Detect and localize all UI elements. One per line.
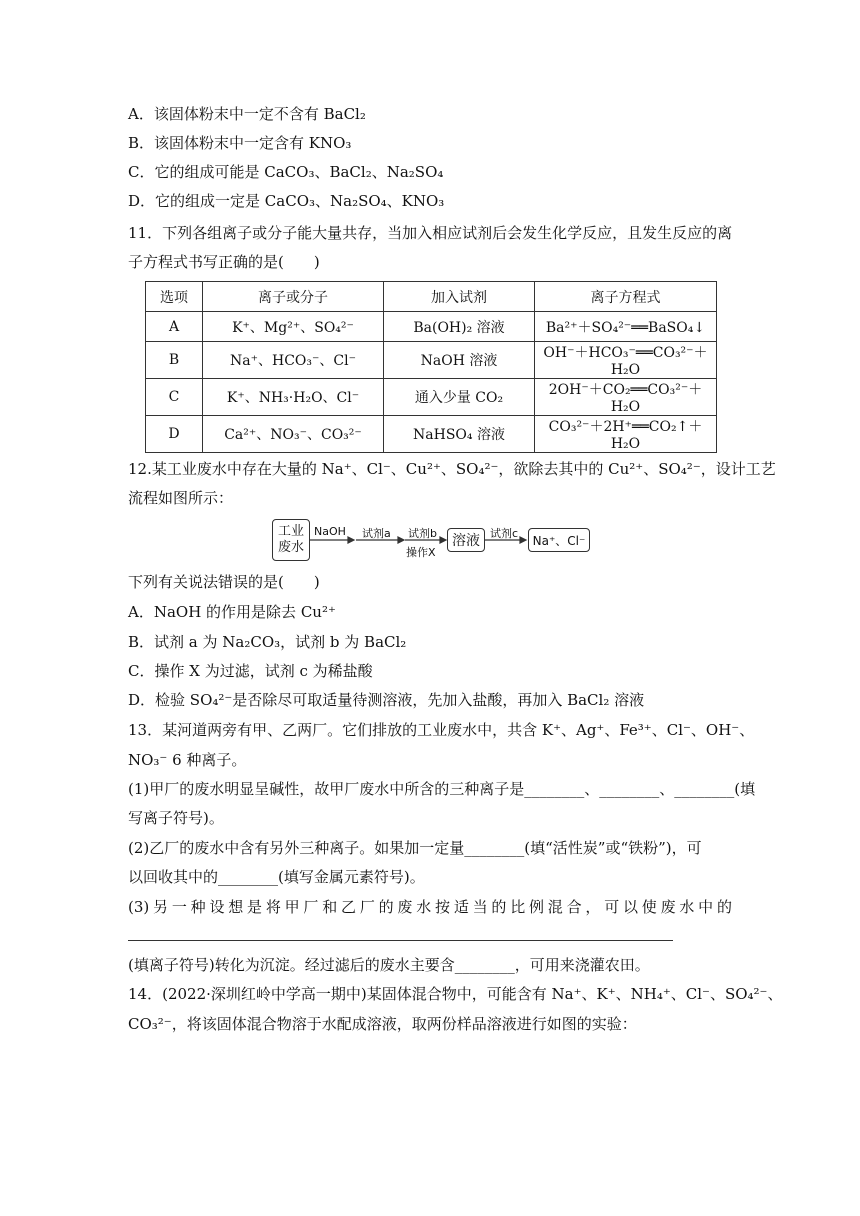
q11-table xyxy=(145,281,717,453)
q13-part3-line1: (3)另一种设想是将甲厂和乙厂的废水按适当的比例混合，可以使废水中的 xyxy=(128,898,732,916)
q12-stem-line2: 流程如图所示： xyxy=(128,489,234,507)
q12-stem-line1: 12.某工业废水中存在大量的 Na⁺、Cl⁻、Cu²⁺、SO₄²⁻，欲除去其中的 Cu²⁺、SO₄²⁻，设计工艺 xyxy=(128,460,776,478)
table-cell: Ca²⁺、NO₃⁻、CO₃²⁻ xyxy=(203,416,384,453)
q13-part1-line1: (1)甲厂的废水明显呈碱性，故甲厂废水中所含的三种离子是________、________、________(填 xyxy=(128,780,756,798)
table-cell: OH⁻＋HCO₃⁻══CO₃²⁻＋H₂O xyxy=(535,342,717,379)
flow-end-label: Na⁺、Cl⁻ xyxy=(532,533,586,548)
flow-step2-label: 试剂a xyxy=(362,527,391,540)
table-header-row xyxy=(146,282,717,312)
table-cell: 2OH⁻＋CO₂══CO₃²⁻＋H₂O xyxy=(535,379,717,416)
flow-start-label: 工业废水 xyxy=(277,524,304,555)
flow-start-box xyxy=(272,519,310,561)
table-cell: D xyxy=(146,416,203,453)
table-header: 离子方程式 xyxy=(535,282,717,312)
q14-stem-line2: CO₃²⁻，将该固体混合物溶于水配成溶液，取两份样品溶液进行如图的实验： xyxy=(128,1015,637,1033)
q13-part1-line2: 写离子符号)。 xyxy=(128,809,224,827)
table-cell: K⁺、Mg²⁺、SO₄²⁻ xyxy=(203,312,384,342)
q12-flow-diagram xyxy=(272,517,592,563)
flow-end-box xyxy=(528,528,590,552)
table-cell: K⁺、NH₃·H₂O、Cl⁻ xyxy=(203,379,384,416)
q14-stem-line1: 14．(2022·深圳红岭中学高一期中)某固体混合物中，可能含有 Na⁺、K⁺、NH₄⁺、Cl⁻、SO₄²⁻、 xyxy=(128,985,783,1003)
table-cell: 通入少量 CO₂ xyxy=(384,379,535,416)
q12-option-d: D．检验 SO₄²⁻是否除尽可取适量待测溶液，先加入盐酸，再加入 BaCl₂ 溶液 xyxy=(128,691,645,709)
q10-option-c: C．它的组成可能是 CaCO₃、BaCl₂、Na₂SO₄ xyxy=(128,163,444,181)
flow-step3-top-label: 试剂b xyxy=(408,527,437,540)
q13-part3-line2: (填离子符号)转化为沉淀。经过滤后的废水主要含________，可用来浇灌农田。 xyxy=(128,956,650,974)
flow-step3-bottom-label: 操作X xyxy=(406,546,436,559)
flow-mid-label: 溶液 xyxy=(452,533,480,549)
q13-part2-line1: (2)乙厂的废水中含有另外三种离子。如果加一定量________(填“活性炭”或“铁粉”)，可 xyxy=(128,839,702,857)
table-header: 离子或分子 xyxy=(203,282,384,312)
table-cell: NaOH 溶液 xyxy=(384,342,535,379)
table-header: 加入试剂 xyxy=(384,282,535,312)
table-cell: A xyxy=(146,312,203,342)
q12-option-b: B．试剂 a 为 Na₂CO₃，试剂 b 为 BaCl₂ xyxy=(128,633,407,651)
q13-part2-line2: 以回收其中的________(填写金属元素符号)。 xyxy=(128,868,425,886)
table-header: 选项 xyxy=(146,282,203,312)
q12-option-a: A．NaOH 的作用是除去 Cu²⁺ xyxy=(128,603,336,621)
table-cell: Ba(OH)₂ 溶液 xyxy=(384,312,535,342)
flow-step4-label: 试剂c xyxy=(490,527,519,540)
q11-stem-line1: 11．下列各组离子或分子能大量共存，当加入相应试剂后会发生化学反应，且发生反应的离 xyxy=(128,224,733,242)
table-row xyxy=(146,312,717,342)
q10-option-b: B．该固体粉末中一定含有 KNO₃ xyxy=(128,134,352,152)
q12-option-c: C．操作 X 为过滤，试剂 c 为稀盐酸 xyxy=(128,662,373,680)
flow-step1-label: NaOH xyxy=(314,525,346,538)
table-row xyxy=(146,342,717,379)
q13-stem-line1: 13．某河道两旁有甲、乙两厂。它们排放的工业废水中，共含 K⁺、Ag⁺、Fe³⁺、Cl⁻、OH⁻、 xyxy=(128,721,755,739)
table-cell: C xyxy=(146,379,203,416)
table-cell: B xyxy=(146,342,203,379)
table-cell: Ba²⁺＋SO₄²⁻══BaSO₄↓ xyxy=(535,312,717,342)
q10-option-a: A．该固体粉末中一定不含有 BaCl₂ xyxy=(128,105,366,123)
table-cell: NaHSO₄ 溶液 xyxy=(384,416,535,453)
q13-stem-line2: NO₃⁻ 6 种离子。 xyxy=(128,751,247,769)
q12-question: 下列有关说法错误的是( ) xyxy=(128,573,320,591)
q11-stem-line2: 子方程式书写正确的是( ) xyxy=(128,253,320,271)
answer-blank-line xyxy=(128,940,673,941)
q10-option-d: D．它的组成一定是 CaCO₃、Na₂SO₄、KNO₃ xyxy=(128,192,445,210)
flow-mid-box xyxy=(447,528,485,552)
table-row xyxy=(146,416,717,453)
table-row xyxy=(146,379,717,416)
table-cell: CO₃²⁻＋2H⁺══CO₂↑＋H₂O xyxy=(535,416,717,453)
table-cell: Na⁺、HCO₃⁻、Cl⁻ xyxy=(203,342,384,379)
